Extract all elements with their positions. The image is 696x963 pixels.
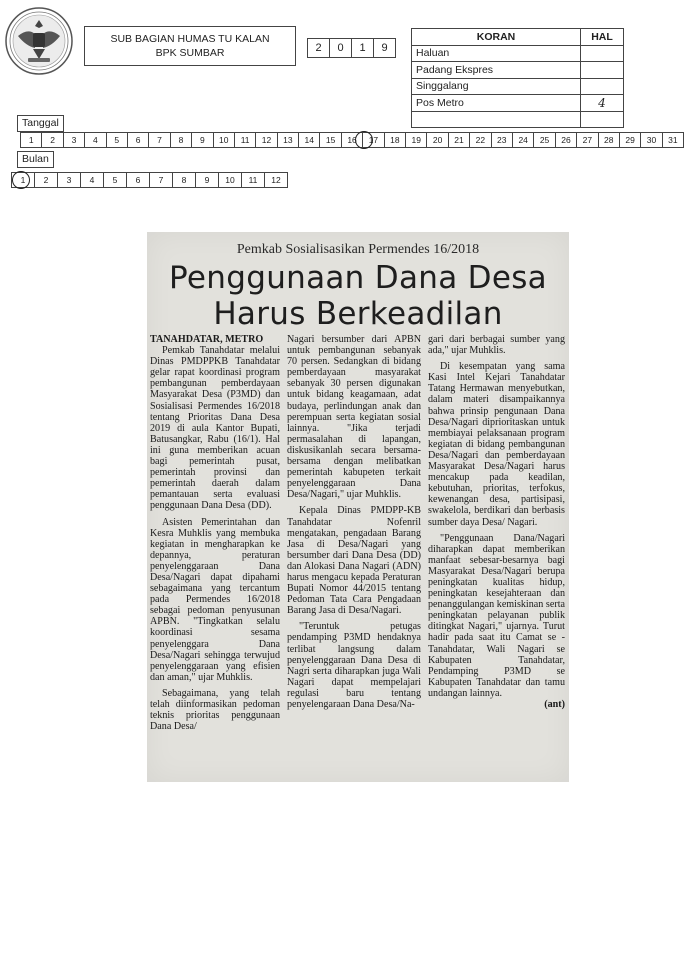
year-boxes: [308, 38, 396, 56]
office-line-1: SUB BAGIAN HUMAS TU KALAN: [110, 33, 270, 45]
koran-row: [412, 111, 624, 128]
bulan-month-cell: 1: [11, 172, 35, 188]
tanggal-day-cell: 20: [426, 132, 448, 148]
tanggal-day-cell: 26: [555, 132, 577, 148]
tanggal-day-cell: 5: [106, 132, 128, 148]
tanggal-day-cell: 21: [448, 132, 470, 148]
koran-table: [411, 28, 624, 128]
tanggal-day-cell: 29: [619, 132, 641, 148]
tanggal-day-cell: 18: [384, 132, 406, 148]
selected-day-circle: [355, 131, 373, 149]
paragraph: Nagari bersumber dari APBN untuk pembangunan sebanyak 70 persen. Sedangkan di bidang pemberdayaan masyarakat sebanyak 30 persen digunakan untuk bidang keagamaan, adat budaya, perlindungan anak dan perempuan serta kegiatan sosial lainnya. "Jika terjadi permasalahan di lapangan, diskusikanlah secara bersama-bersama dengan melibatkan pemerintah kabupeten terkait penyelenggaraan Dana Desa/Nagari," ujar Muhklis.: [287, 334, 421, 501]
bulan-month-cell: 2: [34, 172, 58, 188]
koran-header: KORAN: [412, 29, 581, 46]
koran-hal: [581, 62, 624, 79]
tanggal-label: Tanggal: [17, 115, 64, 132]
koran-name: Singgalang: [412, 78, 581, 95]
paragraph: "Teruntuk petugas pendamping P3MD hendaknya terlibat langsung dalam penyelenggaraan Dana Desa di Nagri serta diharapkan juga Wali Nagari dapat mempelajari regulasi baru tentang penyelengaraan Dana Desa/Na-: [287, 621, 421, 710]
tanggal-day-cell: 22: [469, 132, 491, 148]
bulan-label: Bulan: [17, 151, 54, 168]
paragraph: "Penggunaan Dana/Nagari diharapkan dapat memberikan manfaat sebesar-besarnya bagi Masyarakat Desa/Nagari berupa peningkatan kualitas hidup, peningkatan kesejahteraan dan penanggulangan kemiskinan serta peningkatan pelayanan publik ditingkat Nagari," ujarnya. Turut hadir pada saat itu Camat se -Tanahdatar, Wali Nagari se Kabupaten Tanahdatar, Pendamping P3MD se Kabupaten Tanahdatar dan tamu undangan lainnya.: [428, 532, 565, 699]
koran-hal-handwritten: 4: [581, 95, 624, 112]
tanggal-day-cell: 11: [234, 132, 256, 148]
bulan-month-cell: 9: [195, 172, 219, 188]
tanggal-day-cell: 27: [576, 132, 598, 148]
year-digit: 1: [351, 38, 374, 58]
office-line-2: BPK SUMBAR: [155, 47, 225, 59]
tanggal-day-cell: 24: [512, 132, 534, 148]
headline-line-1: Penggunaan Dana Desa: [169, 260, 547, 296]
article-subhead: Pemkab Sosialisasikan Permendes 16/2018: [236, 242, 480, 257]
bulan-month-cell: 6: [126, 172, 150, 188]
koran-row: [412, 62, 624, 79]
article-column-1: [150, 334, 280, 732]
bulan-month-cell: 7: [149, 172, 173, 188]
hal-header: HAL: [581, 29, 624, 46]
paragraph: Asisten Pemerintahan dan Kesra Muhklis yang membuka kegiatan in mengharapkan ke depannya, peraturan penyelenggaraan Dana Desa/Nagari dapat dipahami sebagaimana yang tercantum pada Permendes 16/2018 sebagai pedoman penyusunan APBN. "Tingkatkan selalu koordinasi sesama penyelenggara Dana Desa/Nagari sehingga terwujud penyelenggaraan yang efisien dan aman," ujar Muhklis.: [150, 516, 280, 683]
koran-hal: [581, 78, 624, 95]
tanggal-day-cell: 15: [319, 132, 341, 148]
tanggal-day-cell: 13: [277, 132, 299, 148]
year-digit: 2: [307, 38, 330, 58]
paragraph: Di kesempatan yang sama Kasi Intel Kejari Tanahdatar Tatang Hermawan menyebutkan, dalam materi disampaikannya bahwa prinsip pengunaan Dana Desa/Nagari diprioritaskan untuk membiayai pelaksanaan program kegiatan di bidang pembangunan Desa/Nagari dan pemberdayaan Masyarakat Desa/Nagari harus mencakup pada keadilan, kebutuhan, prioritas, terfokus, kewenangan desa, partisipasi, swakelola, berdikari dan berbasis sumber daya Desa/ Nagari.: [428, 361, 565, 528]
office-label-box: [84, 26, 296, 66]
koran-row: [412, 45, 624, 62]
bulan-month-cell: 5: [103, 172, 127, 188]
tanggal-day-cell: 28: [598, 132, 620, 148]
article-credit: (ant): [544, 699, 565, 710]
bulan-month-cell: 3: [57, 172, 81, 188]
koran-header-row: [412, 29, 624, 46]
tanggal-day-cell: 30: [640, 132, 662, 148]
article-column-2: [287, 334, 421, 710]
bulan-month-cell: 10: [218, 172, 242, 188]
bulan-month-row: [12, 172, 288, 188]
credit-line: [428, 699, 565, 710]
dateline-text: TANAHDATAR, METRO: [150, 334, 264, 345]
koran-name: Pos Metro: [412, 95, 581, 112]
bulan-month-cell: 12: [264, 172, 288, 188]
tanggal-day-cell: 19: [405, 132, 427, 148]
tanggal-day-cell: 10: [213, 132, 235, 148]
dateline: [150, 334, 280, 345]
tanggal-day-cell: 9: [191, 132, 213, 148]
paragraph: Sebagaimana, yang telah telah diinformasikan pedoman teknis prioritas penggunaan Dana Desa/: [150, 687, 280, 733]
bulan-month-cell: 8: [172, 172, 196, 188]
article-headline: [147, 260, 569, 332]
year-digit: 0: [329, 38, 352, 58]
tanggal-day-row: [21, 132, 684, 148]
koran-name: Padang Ekspres: [412, 62, 581, 79]
koran-hal: [581, 111, 624, 128]
paragraph: Pemkab Tanahdatar melalui Dinas PMDPPKB Tanahdatar gelar rapat koordinasi program pembangunan pemberdayaan Masyarakat Desa (P3MD) dan Sosialisasi Permendes 16/2018 tentang Prioritas Dana Desa 2019 di aula Kantor Bupati, Batusangkar, Rabu (16/1). Hal ini guna memberikan acuan bagi pemerintah pusat, pemerintah provinsi dan pemerintah daerah dalam pemantauan serta evaluasi penggunaan Dana Desa (DD).: [150, 345, 280, 512]
tanggal-day-cell: 31: [662, 132, 684, 148]
tanggal-day-cell: 2: [41, 132, 63, 148]
selected-month-circle: [12, 171, 30, 189]
tanggal-day-cell: 17: [362, 132, 384, 148]
garuda-emblem-logo: [4, 6, 74, 76]
paragraph: gari dari berbagai sumber yang ada," ujar Muhklis.: [428, 334, 565, 357]
headline-line-2: Harus Berkeadilan: [213, 296, 503, 332]
tanggal-day-cell: 12: [255, 132, 277, 148]
year-digit: 9: [373, 38, 396, 58]
tanggal-day-cell: 14: [298, 132, 320, 148]
koran-row: [412, 95, 624, 112]
newspaper-clipping: [147, 232, 569, 782]
koran-row: [412, 78, 624, 95]
paragraph: Kepala Dinas PMDPP-KB Tanahdatar Nofenril mengatakan, pengadaan Barang Jasa di Desa/Nagari yang bersumber dari Dana Desa (DD) dan Alokasi Dana Nagari (ADN) harus mengacu kepada Peraturan Bupati Nomor 44/2015 tentang Pedoman Tata Cara Pengadaan Barang Jasa di Desa/Nagari.: [287, 505, 421, 617]
koran-name: [412, 111, 581, 128]
tanggal-day-cell: 25: [533, 132, 555, 148]
tanggal-day-cell: 16: [341, 132, 363, 148]
tanggal-day-cell: 7: [148, 132, 170, 148]
bulan-month-cell: 4: [80, 172, 104, 188]
tanggal-day-cell: 6: [127, 132, 149, 148]
tanggal-day-cell: 1: [20, 132, 42, 148]
article-column-3: [428, 334, 565, 710]
tanggal-day-cell: 23: [491, 132, 513, 148]
koran-name: Haluan: [412, 45, 581, 62]
tanggal-day-cell: 8: [170, 132, 192, 148]
koran-hal: [581, 45, 624, 62]
tanggal-day-cell: 3: [63, 132, 85, 148]
tanggal-day-cell: 4: [84, 132, 106, 148]
bulan-month-cell: 11: [241, 172, 265, 188]
